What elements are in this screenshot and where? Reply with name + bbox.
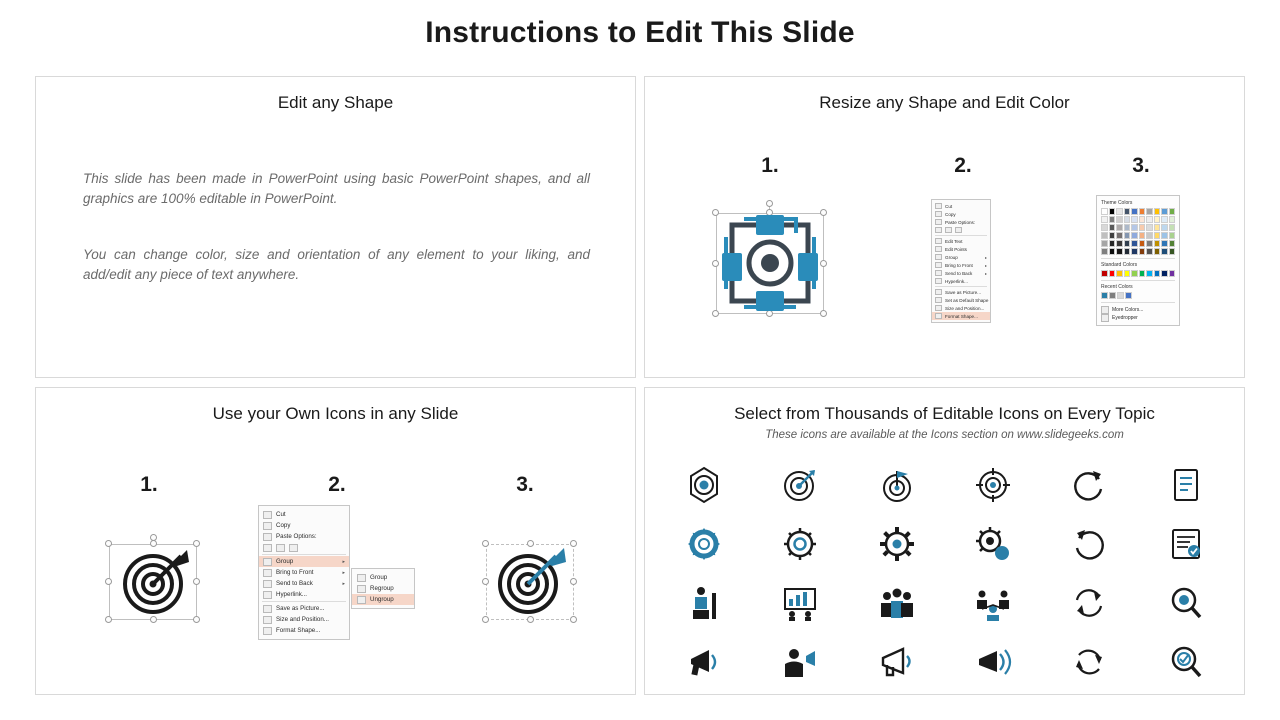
- color-swatch[interactable]: [1117, 292, 1124, 299]
- color-swatch[interactable]: [1161, 248, 1168, 255]
- icon-team-network[interactable]: [973, 583, 1013, 623]
- menu-label: Cut: [945, 203, 953, 209]
- color-swatch[interactable]: [1154, 216, 1161, 223]
- color-swatch[interactable]: [1125, 292, 1132, 299]
- crosshair-scope-icon: [973, 465, 1013, 505]
- color-swatch[interactable]: [1161, 208, 1168, 215]
- person-speaking-icon: [780, 642, 820, 682]
- submenu-label: Regroup: [370, 585, 394, 592]
- color-swatch[interactable]: [1131, 240, 1138, 247]
- menu-item-bring-to-front[interactable]: [259, 567, 349, 578]
- menu-label: Paste Options:: [276, 533, 317, 540]
- menu-label: Hyperlink...: [276, 591, 307, 598]
- menu-item-cut[interactable]: [932, 202, 990, 210]
- icon-target-flag[interactable]: [877, 465, 917, 505]
- document-list-icon: [1166, 465, 1206, 505]
- menu-item-group[interactable]: [259, 556, 349, 567]
- color-separator: [1101, 302, 1175, 303]
- menu-label: Size and Position...: [945, 305, 985, 311]
- panel-resize-shape-title: Resize any Shape and Edit Color: [819, 93, 1070, 112]
- paste-picture-icon: [945, 227, 952, 233]
- menu-separator: [935, 286, 987, 287]
- color-swatch[interactable]: [1146, 208, 1153, 215]
- color-swatch[interactable]: [1161, 270, 1168, 277]
- menu-label: Send to Back: [945, 270, 973, 276]
- color-swatch[interactable]: [1101, 208, 1108, 215]
- color-swatch[interactable]: [1146, 224, 1153, 231]
- color-swatch[interactable]: [1161, 224, 1168, 231]
- color-swatch[interactable]: [1169, 270, 1176, 277]
- color-swatch[interactable]: [1169, 224, 1176, 231]
- menu-label: Save as Picture...: [276, 605, 325, 612]
- cut-icon: [263, 511, 272, 519]
- presentation-board-icon: [780, 583, 820, 623]
- paste-icon-row[interactable]: [932, 226, 990, 234]
- resize-step-1-number: 1.: [761, 154, 779, 177]
- megaphone-loud-icon: [973, 642, 1013, 682]
- theme-colors-row-1[interactable]: [1101, 208, 1175, 215]
- color-swatch[interactable]: [1124, 208, 1131, 215]
- icons-context-menu[interactable]: [258, 505, 350, 640]
- color-swatch[interactable]: [1139, 208, 1146, 215]
- refresh-arrow-icon: [1069, 465, 1109, 505]
- color-swatch[interactable]: [1161, 216, 1168, 223]
- menu-item-set-default-shape[interactable]: [932, 296, 990, 304]
- target-crosshair-icon: [684, 465, 724, 505]
- hyperlink-icon: [263, 591, 272, 599]
- menu-label: Group: [276, 558, 294, 565]
- color-swatch[interactable]: [1146, 232, 1153, 239]
- icon-gear-solid[interactable]: [684, 524, 724, 564]
- color-swatch[interactable]: [1101, 292, 1108, 299]
- megaphone-icon: [684, 642, 724, 682]
- bring-front-icon: [935, 262, 942, 268]
- color-swatch[interactable]: [1154, 270, 1161, 277]
- color-swatch[interactable]: [1131, 270, 1138, 277]
- resize-step-2-number: 2.: [954, 154, 972, 177]
- eyedropper-item[interactable]: [1101, 314, 1175, 322]
- submenu-item-regroup[interactable]: [352, 583, 414, 594]
- color-picker-panel[interactable]: [1096, 195, 1180, 326]
- resize-context-menu[interactable]: [931, 199, 991, 323]
- color-swatch[interactable]: [1124, 248, 1131, 255]
- size-position-icon: [263, 616, 272, 624]
- color-swatch[interactable]: [1109, 232, 1116, 239]
- color-swatch[interactable]: [1131, 216, 1138, 223]
- panel-resize-shape: [644, 76, 1245, 378]
- menu-label: Set as Default Shape: [945, 297, 989, 303]
- edit-points-icon: [935, 246, 942, 252]
- edit-shape-paragraph-2: You can change color, size and orientation of any element to your liking, and add/edit any piece of text anywhere.: [83, 247, 590, 282]
- megaphone-outline-icon: [877, 642, 917, 682]
- magnifier-icon: [1166, 583, 1206, 623]
- paste-icon-row[interactable]: [259, 542, 349, 553]
- menu-label: Size and Position...: [276, 616, 329, 623]
- group-icon: [357, 574, 366, 582]
- menu-item-copy[interactable]: [932, 210, 990, 218]
- menu-item-size-and-position[interactable]: [932, 304, 990, 312]
- checklist-document-icon: [1166, 524, 1206, 564]
- send-back-icon: [263, 580, 272, 588]
- color-swatch[interactable]: [1161, 240, 1168, 247]
- menu-label: Edit Points: [945, 246, 967, 252]
- target-flag-icon: [877, 465, 917, 505]
- icon-group-people[interactable]: [877, 583, 917, 623]
- menu-item-format-shape[interactable]: [932, 312, 990, 320]
- submenu-arrow-icon: ▸: [342, 569, 345, 576]
- icon-person-podium[interactable]: [684, 583, 724, 623]
- paste-keep-format-icon: [935, 227, 942, 233]
- color-swatch[interactable]: [1124, 240, 1131, 247]
- copy-icon: [263, 522, 272, 530]
- rotate-arrow-icon: [1069, 524, 1109, 564]
- format-shape-icon: [935, 313, 942, 319]
- color-swatch[interactable]: [1131, 208, 1138, 215]
- icon-magnifier[interactable]: [1166, 583, 1206, 623]
- color-swatch[interactable]: [1139, 270, 1146, 277]
- format-shape-icon: [263, 627, 272, 635]
- menu-separator: [262, 554, 346, 555]
- search-target-icon: [1166, 642, 1206, 682]
- dartboard-arrow-icon: [780, 465, 820, 505]
- paste-icon: [263, 533, 272, 541]
- person-podium-icon: [684, 583, 724, 623]
- icon-person-speaking[interactable]: [780, 642, 820, 682]
- color-swatch[interactable]: [1124, 216, 1131, 223]
- icon-checklist-document[interactable]: [1166, 524, 1206, 564]
- panel-edit-shape: [35, 76, 636, 378]
- icon-gear-outline[interactable]: [780, 524, 820, 564]
- circular-arrows-icon: [1069, 642, 1109, 682]
- menu-item-bring-to-front[interactable]: [932, 261, 990, 269]
- more-colors-label: More Colors...: [1112, 307, 1144, 313]
- icons-step-3-number: 3.: [516, 473, 534, 496]
- color-swatch[interactable]: [1154, 224, 1161, 231]
- menu-label: Cut: [276, 511, 286, 518]
- standard-colors-label: Standard Colors: [1101, 262, 1138, 268]
- color-swatch[interactable]: [1139, 248, 1146, 255]
- color-swatch[interactable]: [1124, 270, 1131, 277]
- menu-label: Format Shape...: [945, 313, 978, 319]
- icon-circular-arrows[interactable]: [1069, 642, 1109, 682]
- menu-label: Bring to Front: [276, 569, 314, 576]
- submenu-arrow-icon: ▸: [984, 254, 987, 260]
- resize-step-3-number: 3.: [1132, 154, 1150, 177]
- icons-step-3-graphic[interactable]: [480, 536, 580, 628]
- dartboard-arrow-icon: [105, 538, 201, 626]
- icon-gear-dotted[interactable]: [877, 524, 917, 564]
- submenu-item-group[interactable]: [352, 572, 414, 583]
- group-icon: [935, 254, 942, 260]
- color-swatch[interactable]: [1101, 240, 1108, 247]
- color-swatch[interactable]: [1124, 224, 1131, 231]
- color-swatch[interactable]: [1116, 232, 1123, 239]
- menu-item-hyperlink[interactable]: [932, 277, 990, 285]
- send-back-icon: [935, 270, 942, 276]
- menu-item-edit-text[interactable]: [932, 237, 990, 245]
- paste-picture-icon: [276, 544, 285, 552]
- color-swatch[interactable]: [1139, 232, 1146, 239]
- panel-editable-icons-title: Select from Thousands of Editable Icons on Every Topic: [734, 404, 1155, 423]
- color-swatch[interactable]: [1116, 240, 1123, 247]
- color-swatch[interactable]: [1169, 248, 1176, 255]
- menu-label: Paste Options:: [945, 219, 976, 225]
- icons-step-1-graphic[interactable]: [105, 538, 201, 626]
- recent-colors-label: Recent Colors: [1101, 284, 1133, 290]
- target-shape-icon: [716, 202, 824, 314]
- icon-megaphone[interactable]: [684, 642, 724, 682]
- menu-label: Bring to Front: [945, 262, 973, 268]
- menu-item-size-and-position[interactable]: [259, 614, 349, 625]
- save-picture-icon: [935, 289, 942, 295]
- color-swatch[interactable]: [1169, 240, 1176, 247]
- color-swatch[interactable]: [1101, 232, 1108, 239]
- color-swatch[interactable]: [1101, 270, 1108, 277]
- color-swatch[interactable]: [1154, 248, 1161, 255]
- menu-item-format-shape[interactable]: [259, 625, 349, 636]
- menu-item-send-to-back[interactable]: [259, 578, 349, 589]
- color-swatch[interactable]: [1154, 232, 1161, 239]
- resize-step-1-graphic[interactable]: [716, 202, 824, 314]
- submenu-label: Ungroup: [370, 596, 394, 603]
- bring-front-icon: [263, 569, 272, 577]
- color-swatch[interactable]: [1169, 216, 1176, 223]
- color-swatch[interactable]: [1146, 240, 1153, 247]
- icon-megaphone-outline[interactable]: [877, 642, 917, 682]
- icon-crosshair-scope[interactable]: [973, 465, 1013, 505]
- submenu-arrow-icon: ▸: [984, 262, 987, 268]
- color-swatch[interactable]: [1109, 248, 1116, 255]
- icons-step-1-number: 1.: [140, 473, 158, 496]
- hyperlink-icon: [935, 278, 942, 284]
- icon-document-list[interactable]: [1166, 465, 1206, 505]
- paste-keep-format-icon: [263, 544, 272, 552]
- menu-label: Save as Picture...: [945, 289, 982, 295]
- menu-label: Copy: [945, 211, 956, 217]
- gear-solid-icon: [684, 524, 724, 564]
- icon-rotate-arrow[interactable]: [1069, 524, 1109, 564]
- save-picture-icon: [263, 605, 272, 613]
- submenu-item-ungroup[interactable]: [352, 594, 414, 605]
- menu-item-paste-options[interactable]: [932, 218, 990, 226]
- recent-colors-row[interactable]: [1101, 292, 1175, 299]
- color-swatch[interactable]: [1109, 270, 1116, 277]
- icon-presentation-board[interactable]: [780, 583, 820, 623]
- ungroup-icon: [357, 596, 366, 604]
- icons-step-2-number: 2.: [328, 473, 346, 496]
- color-swatch[interactable]: [1146, 216, 1153, 223]
- color-swatch[interactable]: [1169, 208, 1176, 215]
- icon-dartboard-arrow[interactable]: [780, 465, 820, 505]
- submenu-arrow-icon: ▸: [342, 580, 345, 587]
- color-swatch[interactable]: [1154, 208, 1161, 215]
- team-network-icon: [973, 583, 1013, 623]
- icon-search-target[interactable]: [1166, 642, 1206, 682]
- theme-colors-row-5[interactable]: [1101, 240, 1175, 247]
- paste-text-icon: [955, 227, 962, 233]
- color-swatch[interactable]: [1116, 248, 1123, 255]
- group-people-icon: [877, 583, 917, 623]
- color-swatch[interactable]: [1116, 208, 1123, 215]
- menu-label: Copy: [276, 522, 291, 529]
- color-swatch[interactable]: [1131, 232, 1138, 239]
- color-swatch[interactable]: [1146, 270, 1153, 277]
- color-swatch[interactable]: [1116, 216, 1123, 223]
- menu-separator: [935, 235, 987, 236]
- color-swatch[interactable]: [1124, 232, 1131, 239]
- color-swatch[interactable]: [1139, 240, 1146, 247]
- gear-outline-icon: [780, 524, 820, 564]
- menu-item-paste-options[interactable]: [259, 531, 349, 542]
- icon-target-crosshair[interactable]: [684, 465, 724, 505]
- color-swatch[interactable]: [1109, 240, 1116, 247]
- cut-icon: [935, 203, 942, 209]
- menu-item-group[interactable]: [932, 253, 990, 261]
- submenu-arrow-icon: ▸: [342, 558, 345, 565]
- color-swatch[interactable]: [1109, 292, 1116, 299]
- color-swatch[interactable]: [1101, 224, 1108, 231]
- size-position-icon: [935, 305, 942, 311]
- theme-colors-label: Theme Colors: [1101, 200, 1133, 206]
- color-swatch[interactable]: [1146, 248, 1153, 255]
- color-swatch[interactable]: [1154, 240, 1161, 247]
- color-swatch[interactable]: [1109, 216, 1116, 223]
- color-swatch[interactable]: [1139, 224, 1146, 231]
- color-swatch[interactable]: [1116, 270, 1123, 277]
- dartboard-blue-arrow-icon: [480, 536, 580, 628]
- icon-gallery: [656, 455, 1234, 691]
- palette-icon: [1101, 306, 1109, 314]
- regroup-icon: [357, 585, 366, 593]
- menu-item-hyperlink[interactable]: [259, 589, 349, 600]
- gear-settings-icon: [973, 524, 1013, 564]
- standard-colors-row[interactable]: [1101, 270, 1175, 277]
- paste-text-icon: [289, 544, 298, 552]
- sync-arrows-icon: [1069, 583, 1109, 623]
- menu-label: Hyperlink...: [945, 278, 968, 284]
- theme-colors-row-4[interactable]: [1101, 232, 1175, 239]
- submenu-label: Group: [370, 574, 388, 581]
- theme-colors-row-2[interactable]: [1101, 216, 1175, 223]
- color-swatch[interactable]: [1109, 208, 1116, 215]
- color-swatch[interactable]: [1169, 232, 1176, 239]
- icon-refresh-arrow[interactable]: [1069, 465, 1109, 505]
- group-submenu[interactable]: [351, 568, 415, 609]
- color-swatch[interactable]: [1131, 224, 1138, 231]
- panel-editable-icons-subtitle: These icons are available at the Icons section on www.slidegeeks.com: [765, 429, 1124, 441]
- menu-item-cut[interactable]: [259, 509, 349, 520]
- menu-item-edit-points[interactable]: [932, 245, 990, 253]
- panel-own-icons-title: Use your Own Icons in any Slide: [212, 404, 459, 423]
- panel-own-icons: [35, 387, 636, 695]
- color-swatch[interactable]: [1109, 224, 1116, 231]
- color-swatch[interactable]: [1161, 232, 1168, 239]
- menu-separator: [262, 601, 346, 602]
- menu-item-save-as-picture[interactable]: [259, 603, 349, 614]
- color-swatch[interactable]: [1101, 216, 1108, 223]
- gear-dotted-icon: [877, 524, 917, 564]
- default-shape-icon: [935, 297, 942, 303]
- panel-edit-shape-title: Edit any Shape: [277, 93, 394, 112]
- copy-icon: [935, 211, 942, 217]
- group-icon: [263, 558, 272, 566]
- color-separator: [1101, 258, 1175, 259]
- eyedropper-icon: [1101, 314, 1109, 322]
- color-swatch[interactable]: [1131, 248, 1138, 255]
- eyedropper-label: Eyedropper: [1112, 315, 1138, 321]
- color-swatch[interactable]: [1139, 216, 1146, 223]
- menu-label: Format Shape...: [276, 627, 321, 634]
- menu-label: Edit Text: [945, 238, 963, 244]
- color-separator: [1101, 280, 1175, 281]
- menu-label: Send to Back: [276, 580, 313, 587]
- edit-shape-paragraph-1: This slide has been made in PowerPoint using basic PowerPoint shapes, and all graphics are 100% editable in PowerPoint.: [83, 171, 590, 206]
- theme-colors-row-3[interactable]: [1101, 224, 1175, 231]
- color-swatch[interactable]: [1101, 248, 1108, 255]
- submenu-arrow-icon: ▸: [984, 270, 987, 276]
- menu-item-save-as-picture[interactable]: [932, 288, 990, 296]
- more-colors-item[interactable]: [1101, 306, 1175, 314]
- menu-label: Group: [945, 254, 958, 260]
- edit-text-icon: [935, 238, 942, 244]
- menu-item-send-to-back[interactable]: [932, 269, 990, 277]
- color-swatch[interactable]: [1116, 224, 1123, 231]
- icon-gear-settings[interactable]: [973, 524, 1013, 564]
- theme-colors-row-6[interactable]: [1101, 248, 1175, 255]
- icon-megaphone-loud[interactable]: [973, 642, 1013, 682]
- menu-item-copy[interactable]: [259, 520, 349, 531]
- paste-icon: [935, 219, 942, 225]
- page-title: Instructions to Edit This Slide: [425, 16, 855, 49]
- icon-sync-arrows[interactable]: [1069, 583, 1109, 623]
